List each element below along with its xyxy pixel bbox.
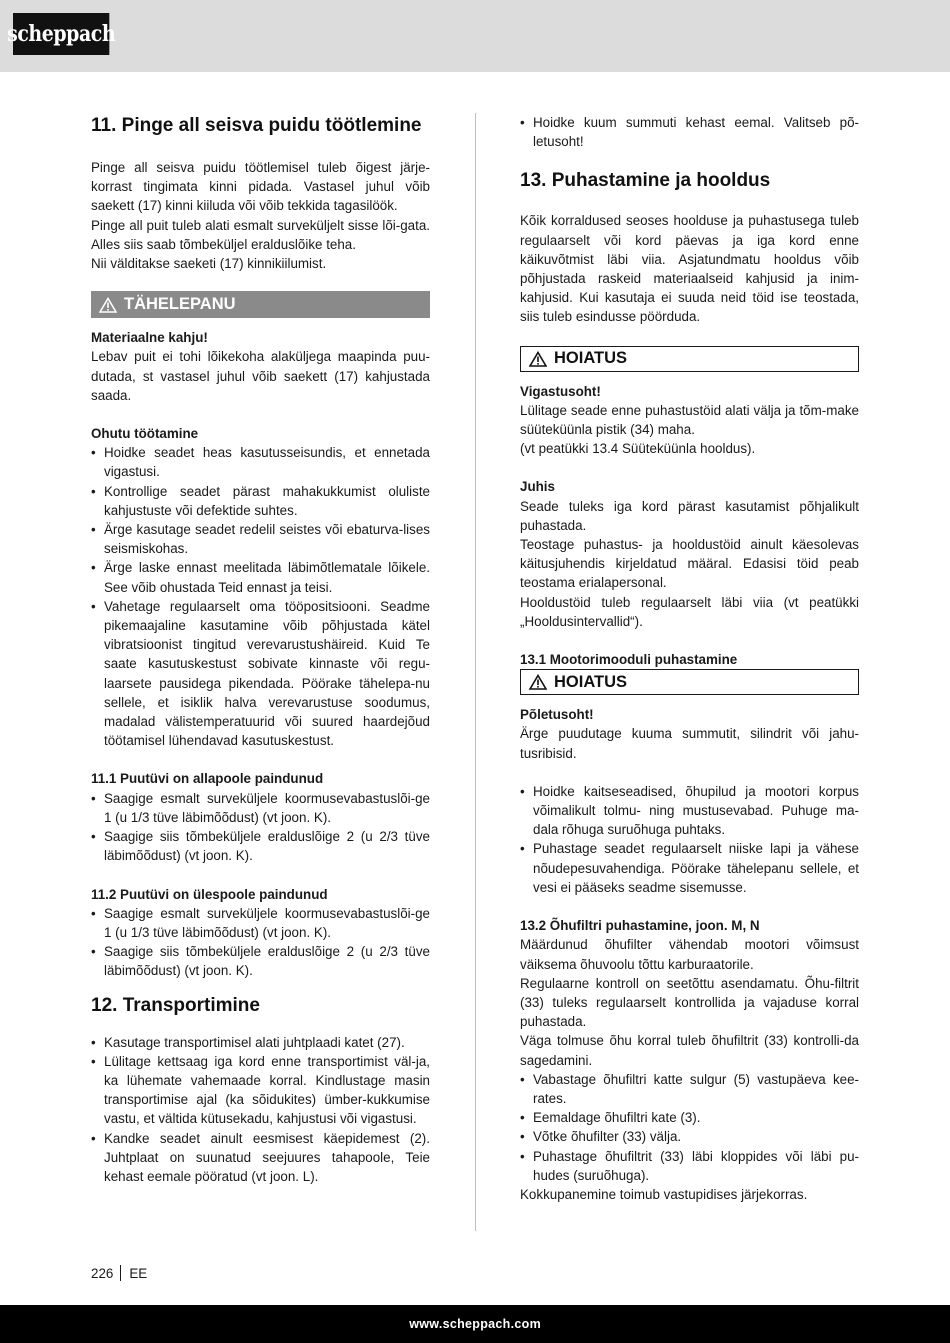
section-13-1-title: 13.1 Mootorimooduli puhastamine [520, 652, 738, 668]
safe-work-title: Ohutu töötamine [91, 426, 199, 442]
safe-work-list [91, 443, 430, 750]
instruction-text-3: Hooldustöid tuleb regulaarselt läbi viia (vt peatükki „Hooldusintervallid“). [520, 594, 859, 629]
list-item: • Võtke õhufilter (33) välja. [520, 1127, 859, 1146]
warning-label: HOIATUS [554, 672, 628, 691]
section-11-1-title: 11.1 Puutüvi on allapoole paindunud [91, 771, 324, 787]
injury-risk-title: Vigastusoht! [520, 383, 601, 399]
left-column [91, 113, 430, 1186]
warning-box [520, 346, 859, 372]
list-item: • Eemaldage õhufiltri kate (3). [520, 1108, 859, 1127]
section-13-2-text-2: Regulaarne kontroll on seetõttu asendamatu. Õhu-filtrit (33) tuleks regulaarselt kontrollida ja vajaduse korral puhastada. [520, 975, 859, 1030]
warning-label: HOIATUS [554, 349, 628, 368]
section-13-2-closing: Kokkupanemine toimub vastupidises järjekorras. [520, 1186, 808, 1202]
material-damage-title: Materiaalne kahju! [91, 330, 208, 346]
website-url: www.scheppach.com [409, 1317, 541, 1331]
list-item: • Kasutage transportimisel alati juhtplaadi katet (27). [91, 1033, 430, 1052]
section-13-text: Kõik korraldused seoses hoolduse ja puhastusega tuleb regulaarselt või kord päevas ja iga kord enne käikuvõtmist läbi viia. Asjatundmatu hooldus võib põhjustada raskeid materiaalseid kahjusid ja inim-kahjusid. Kui kasutaja ei suuda neid töid ise teostada, siis tuleb esindusse pöörduda. [520, 213, 859, 325]
section-13-1-list [520, 782, 859, 897]
list-item: • Saagige siis tõmbeküljele eralduslõige 2 (u 2/3 tüve läbimõõdust) (vt joon. K). [91, 942, 430, 980]
list-item: • Vabastage õhufiltri katte sulgur (5) vastupäeva kee-rates. [520, 1070, 859, 1108]
warning-triangle-icon [99, 297, 117, 313]
brand-logo: scheppach [13, 13, 109, 55]
burn-risk-title: Põletusoht! [520, 707, 594, 723]
list-item: • Saagige siis tõmbeküljele eralduslõige 2 (u 2/3 tüve läbimõõdust) (vt joon. K). [91, 827, 430, 865]
section-13-2-text-3: Väga tolmuse õhu korral tuleb õhufiltrit (33) kontrolli-da sagedamini. [520, 1033, 859, 1068]
section-11-para-1: Pinge all seisva puidu töötlemisel tuleb õigest järje-korrast tingimata kinni pidada. Vastasel juhul võib saekett (17) kinni kiiluda või võib tekkida tagasilöök. [91, 160, 430, 214]
section-13-2-list [520, 1070, 859, 1185]
warning-box [520, 669, 859, 695]
section-13-title: 13. Puhastamine ja hooldus [520, 170, 771, 192]
injury-risk-text-1: Lülitage seade enne puhastustöid alati välja ja tõm-make süüteküünla pistik (34) maha. [520, 402, 859, 438]
page-number: 226 [91, 1265, 114, 1281]
section-12-list [91, 1033, 430, 1187]
instruction-text-1: Seade tuleks iga kord pärast kasutamist põhjalikult puhastada. [520, 498, 859, 533]
injury-risk-text-2: (vt peatükki 13.4 Süüteküünla hooldus). [520, 441, 756, 457]
right-column [520, 113, 859, 1204]
instruction-text-2: Teostage puhastus- ja hooldustöid ainult käesolevas käitusjuhendis kirjeldatud määral. Edasisi töid peab teostama erialapersonal. [520, 537, 859, 591]
section-13-2-title: 13.2 Õhufiltri puhastamine, joon. M, N [520, 918, 760, 934]
warning-triangle-icon [529, 351, 547, 367]
section-11-para-3: Nii välditakse saeketi (17) kinnikiilumist. [91, 256, 327, 272]
list-item: • Ärge kasutage seadet redelil seistes või ebaturva-lises seismiskohas. [91, 520, 430, 558]
page-footer [91, 1265, 147, 1281]
top-continuation-list [520, 113, 859, 151]
list-item: • Hoidke kuum summuti kehast eemal. Valitseb põ-letusoht! [520, 113, 859, 151]
instruction-title: Juhis [520, 479, 555, 495]
burn-risk-text: Ärge puudutage kuuma summutit, silindrit või jahu-tusribisid. [520, 726, 859, 761]
footer-separator [120, 1265, 121, 1281]
material-damage-text: Lebav puit ei tohi lõikekoha alaküljega maapinda puu-dutada, st vastasel juhul võib saekett (17) kahjustada saada. [91, 349, 430, 403]
bottom-bar [0, 1305, 950, 1343]
section-11-para-2: Pinge all puit tuleb alati esmalt surveküljelt sisse lõi-gata. Alles siis saab tõmbeküljel eralduslõike teha. [91, 217, 430, 252]
section-13-2-text-1: Määrdunud õhufilter vähendab mootori võimsust väiksema õhuvoolu tõttu karburaatorile. [520, 937, 859, 972]
list-item: • Vahetage regulaarselt oma tööpositsiooni. Seadme pikemaajaline kasutamine võib põhjustada kätel vibratsioonist tingitud verevarustushäireid. Kuid Te saate kasutuskestust sobivate kinnaste või regu-laarsete pausidega pikendada. Pöörake tähelepa-nu sellele, et isiklik halva verevarustuse soodumus, madalad välistemperatuurid või suured haardejõud töötamisel lühendavad kasutuskestust. [91, 597, 430, 751]
section-11-title: 11. Pinge all seisva puidu töötlemine [91, 115, 422, 136]
list-item: • Lülitage kettsaag iga kord enne transportimist väl-ja, ka lühemate vahemaade korral. Kindlustage masin transportimise ajal (ka sõidukites) ümber-kukkumise vastu, et vältida kütusekadu, kahjustusi või vigastusi. [91, 1052, 430, 1129]
language-code: EE [129, 1265, 148, 1281]
list-item: • Kontrollige seadet pärast mahakukkumist oluliste kahjustuste või defektide suhtes. [91, 482, 430, 520]
list-item: • Hoidke seadet heas kasutusseisundis, et ennetada vigastusi. [91, 443, 430, 481]
list-item: • Ärge laske ennast meelitada läbimõtlematale lõikele. See võib ohustada Teid ennast ja teisi. [91, 558, 430, 596]
notice-banner [91, 291, 430, 318]
header-bar [0, 0, 950, 72]
warning-triangle-icon [529, 674, 547, 690]
list-item: • Hoidke kaitseseadised, õhupilud ja mootori korpus võimalikult tolmu- ning mustusevabad. Puhuge ma-dala rõhuga suruõhuga puhtaks. [520, 782, 859, 840]
notice-label: TÄHELEPANU [124, 295, 236, 314]
list-item: • Kandke seadet ainult eesmisest käepidemest (2). Juhtplaat on suunatud seejuures tahapoole, Teie kehast eemale pööratud (vt joon. L). [91, 1129, 430, 1187]
column-divider [475, 113, 476, 1231]
section-11-2-list [91, 904, 430, 981]
list-item: • Saagige esmalt surveküljele koormusevabastuslõi-ge 1 (u 1/3 tüve läbimõõdust) (vt joon. K). [91, 789, 430, 827]
section-11-2-title: 11.2 Puutüvi on ülespoole paindunud [91, 886, 328, 902]
list-item: • Saagige esmalt surveküljele koormusevabastuslõi-ge 1 (u 1/3 tüve läbimõõdust) (vt joon. K). [91, 904, 430, 942]
list-item: • Puhastage õhufiltrit (33) läbi kloppides või läbi pu-hudes (suruõhuga). [520, 1147, 859, 1185]
section-11-1-list [91, 789, 430, 866]
list-item: • Puhastage seadet regulaarselt niiske lapi ja vähese nõudepesuvahendiga. Pöörake tähelepanu sellele, et vesi ei pääseks seadme sisemusse. [520, 839, 859, 897]
section-12-title: 12. Transportimine [91, 994, 260, 1016]
